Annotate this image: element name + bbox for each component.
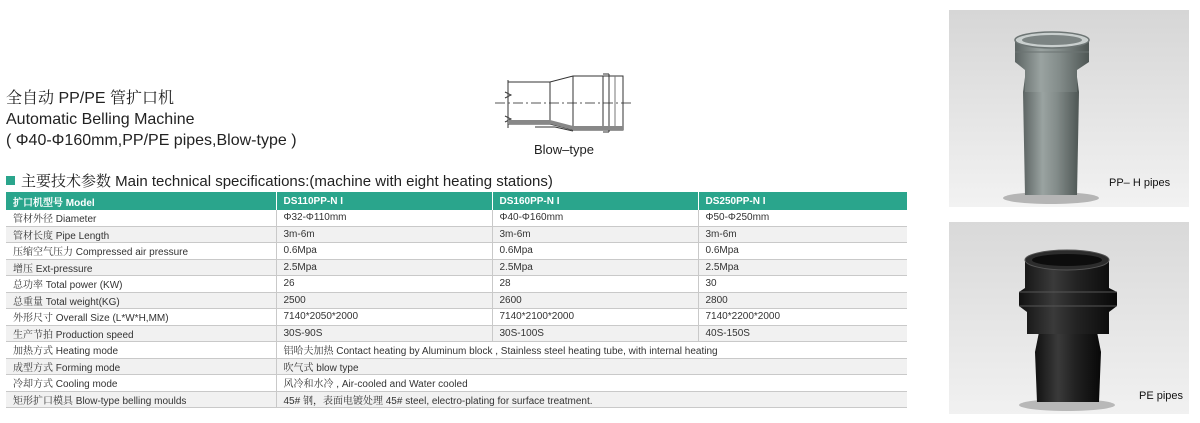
table-row [6,226,907,243]
table-cell: 2500 [276,292,492,309]
table-cell: 26 [276,276,492,293]
row-label: 矩形扩口模具 Blow-type belling moulds [6,391,276,408]
row-label: 管材长度 Pipe Length [6,226,276,243]
spec-table [6,192,908,408]
row-label: 生产节拍 Production speed [6,325,276,342]
title-subtitle: ( Φ40-Φ160mm,PP/PE pipes,Blow-type ) [6,132,297,149]
table-cell: 30S-90S [276,325,492,342]
table-row [6,391,907,408]
row-label: 外形尺寸 Overall Size (L*W*H,MM) [6,309,276,326]
pp-h-pipe-label: PP– H pipes [1109,177,1171,189]
table-cell: 0.6Mpa [698,243,907,260]
title-block [6,88,297,151]
row-label: 成型方式 Forming mode [6,358,276,375]
row-label: 总重量 Total weight(KG) [6,292,276,309]
table-cell-span: 45# 钢，表面电镀处理 45# steel, electro-plating for surface treatment. [276,391,907,408]
table-row [6,210,907,226]
header-ds110: DS110PP-N I [276,192,492,210]
table-cell: 7140*2100*2000 [492,309,698,326]
table-row [6,292,907,309]
table-row [6,342,907,359]
table-cell: 28 [492,276,698,293]
row-label: 冷却方式 Cooling mode [6,375,276,392]
table-cell: 0.6Mpa [276,243,492,260]
row-label: 压缩空气压力 Compressed air pressure [6,243,276,260]
blow-type-socket-drawing-icon [495,72,635,142]
spec-heading [6,170,553,191]
table-cell: Φ40-Φ160mm [492,210,698,226]
table-row [6,259,907,276]
table-cell-span: 吹气式 blow type [276,358,907,375]
table-row [6,309,907,326]
table-cell: 2.5Mpa [698,259,907,276]
table-cell-span: 风冷和水冷 , Air-cooled and Water cooled [276,375,907,392]
table-row [6,243,907,260]
row-label: 增压 Ext-pressure [6,259,276,276]
table-cell: 2.5Mpa [276,259,492,276]
pe-pipe-photo [949,222,1189,414]
row-label: 加热方式 Heating mode [6,342,276,359]
title-english: Automatic Belling Machine [6,111,195,128]
table-cell: Φ32-Φ110mm [276,210,492,226]
row-label: 管材外径 Diameter [6,210,276,226]
table-cell: 30S-100S [492,325,698,342]
table-cell: 30 [698,276,907,293]
heading-square-icon [6,176,15,185]
table-cell: 7140*2050*2000 [276,309,492,326]
table-cell: 2600 [492,292,698,309]
row-label: 总功率 Total power (KW) [6,276,276,293]
table-row [6,276,907,293]
table-cell: 40S-150S [698,325,907,342]
table-cell: 2800 [698,292,907,309]
header-ds250: DS250PP-N I [698,192,907,210]
title-chinese: 全自动 PP/PE 管扩口机 [6,90,175,107]
pe-pipe-label: PE pipes [1139,390,1184,402]
table-cell: 3m-6m [276,226,492,243]
spec-heading-text: 主要技术参数 Main technical specifications:(machine with eight heating stations) [21,173,553,190]
table-row [6,325,907,342]
black-pipe-icon [949,222,1189,414]
table-row [6,375,907,392]
table-row [6,358,907,375]
header-ds160: DS160PP-N I [492,192,698,210]
table-cell: 0.6Mpa [492,243,698,260]
table-cell: 2.5Mpa [492,259,698,276]
header-model: 扩口机型号 Model [6,192,276,210]
pp-h-pipe-photo [949,10,1189,207]
table-cell: 3m-6m [698,226,907,243]
table-cell: Φ50-Φ250mm [698,210,907,226]
table-header-row [6,192,907,210]
diagram-caption: Blow–type [534,142,594,157]
table-cell: 7140*2200*2000 [698,309,907,326]
table-cell: 3m-6m [492,226,698,243]
table-cell-span: 铝哈夫加热 Contact heating by Aluminum block , Stainless steel heating tube, with internal heating [276,342,907,359]
